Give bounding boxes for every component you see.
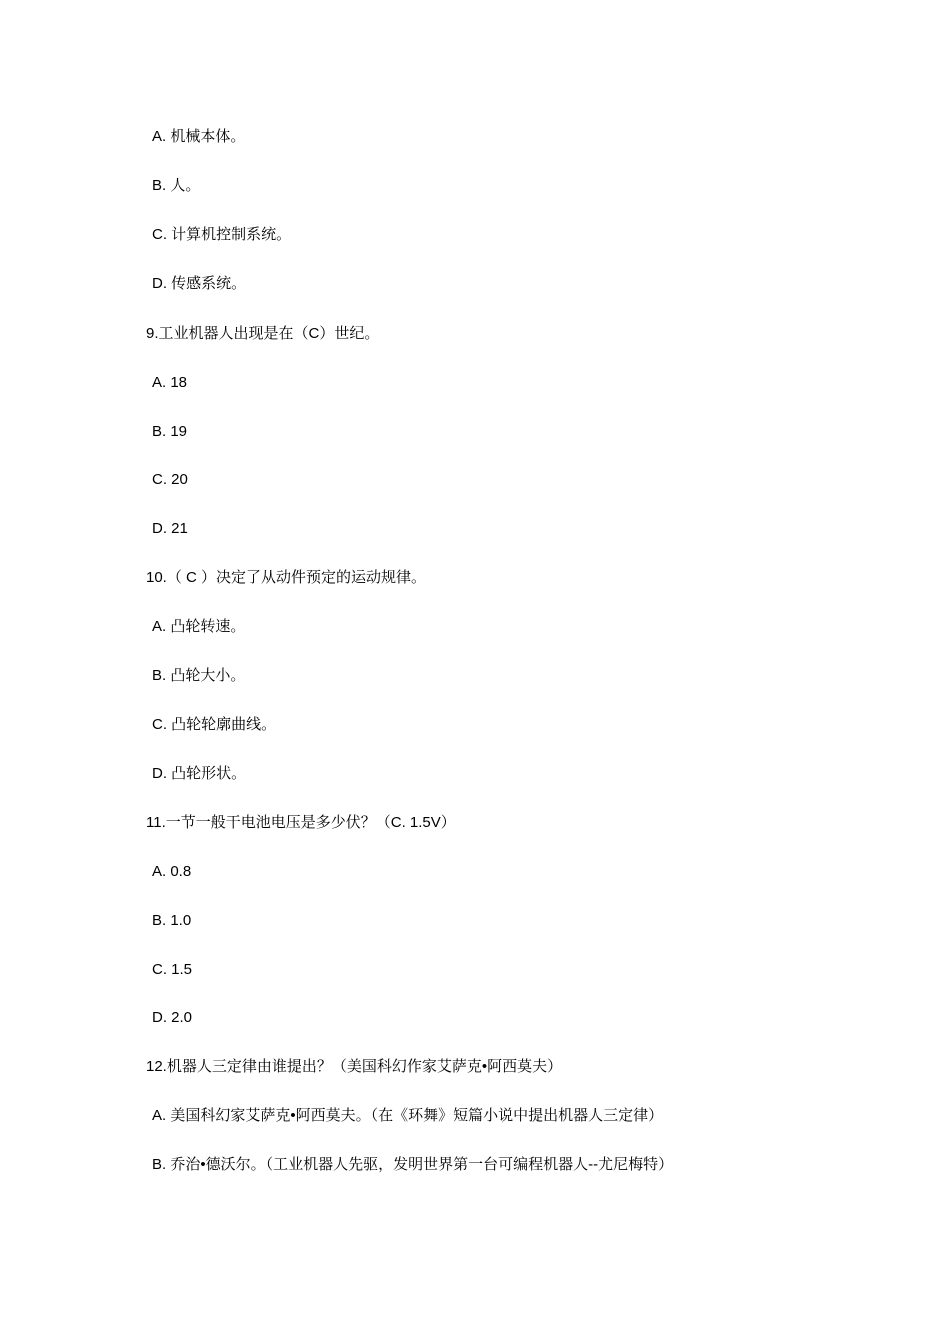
answer-option: C. 计算机控制系统。	[152, 226, 292, 243]
answer-option: B. 乔治•德沃尔。（工业机器人先驱，发明世界第一台可编程机器人--尤尼梅特）	[152, 1156, 674, 1173]
answer-option: B. 19	[152, 423, 188, 440]
answer-option: D. 2.0	[152, 1009, 193, 1026]
answer-option: C. 凸轮轮廓曲线。	[152, 716, 277, 733]
answer-option: D. 传感系统。	[152, 275, 247, 292]
answer-option: A. 美国科幻家艾萨克•阿西莫夫。（在《环舞》短篇小说中提出机器人三定律）	[152, 1107, 664, 1124]
answer-option: D. 凸轮形状。	[152, 765, 247, 782]
answer-option: B. 1.0	[152, 912, 192, 929]
answer-option: B. 凸轮大小。	[152, 667, 246, 684]
answer-option: C. 20	[152, 471, 188, 488]
question-12: 12.机器人三定律由谁提出？（美国科幻作家艾萨克•阿西莫夫）	[146, 1058, 563, 1075]
answer-option: C. 1.5	[152, 961, 193, 978]
question-11: 11.一节一般干电池电压是多少伏？（C. 1.5V）	[146, 814, 456, 831]
answer-option: A. 0.8	[152, 863, 192, 880]
answer-option: A. 18	[152, 374, 188, 391]
question-10: 10.（ C ）决定了从动件预定的运动规律。	[146, 569, 427, 586]
question-9: 9.工业机器人出现是在（C）世纪。	[146, 325, 380, 342]
answer-option: B. 人。	[152, 177, 201, 194]
answer-option: A. 凸轮转速。	[152, 618, 246, 635]
answer-option: D. 21	[152, 520, 188, 537]
answer-option: A. 机械本体。	[152, 128, 246, 145]
